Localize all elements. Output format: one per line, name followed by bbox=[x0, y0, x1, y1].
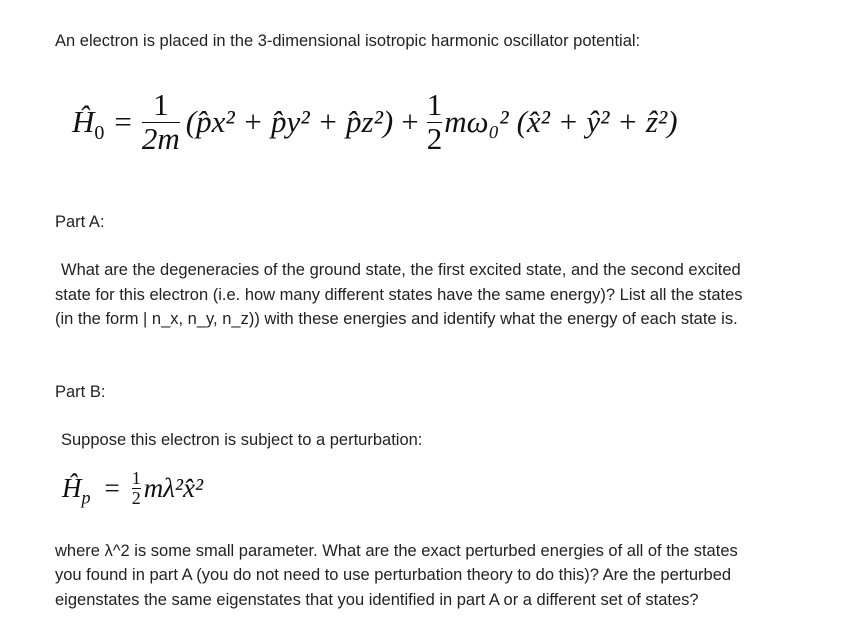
h0-momentum-sum: (p̂x² + p̂y² + p̂z²) bbox=[185, 104, 394, 139]
hp-lhs: $Ĥ_p$ bbox=[62, 472, 91, 507]
intro-text: An electron is placed in the 3-dimensional isotropic harmonic oscillator potential: bbox=[55, 32, 641, 50]
part-a-line-1: What are the degeneracies of the ground state, the first excited state, and the second excited bbox=[61, 261, 741, 279]
part-a-line-3: (in the form | n_x, n_y, n_z)) with these energies and identify what the energy of each state is. bbox=[55, 310, 738, 328]
hp-equals: = bbox=[104, 472, 120, 503]
part-b-line-3: eigenstates the same eigenstates that you identified in part A or a different set of states? bbox=[55, 591, 699, 609]
hp-fraction: $\frac{1}{2}$ bbox=[131, 467, 141, 508]
part-a-line-2: state for this electron (i.e. how many different states have the same energy)? List all the states bbox=[55, 286, 743, 304]
h0-equals: = bbox=[114, 104, 132, 139]
h0-lhs: $Ĥ_0$ bbox=[72, 104, 105, 145]
h0-potential-fraction: $\frac{1}{2}$ bbox=[426, 86, 443, 156]
h0-kinetic-fraction: $\frac{1}{2m}$ bbox=[141, 86, 180, 156]
part-b-line-1: where λ^2 is some small parameter. What are the exact perturbed energies of all of the states bbox=[55, 542, 738, 560]
part-a-label: Part A: bbox=[55, 213, 105, 231]
h0-plus: + bbox=[401, 104, 419, 139]
hp-equation bbox=[62, 462, 203, 514]
part-b-line-2: you found in part A (you do not need to use perturbation theory to do this)? Are the perturbed bbox=[55, 566, 732, 584]
part-b-label: Part B: bbox=[55, 383, 106, 401]
part-b-intro: Suppose this electron is subject to a perturbation: bbox=[61, 431, 423, 449]
hp-rhs: mλ²x̂² bbox=[143, 472, 204, 503]
h0-mass-omega: mω₀² bbox=[444, 104, 509, 139]
h0-position-sum: (x̂² + ŷ² + ẑ²) bbox=[516, 104, 678, 139]
h0-equation bbox=[72, 86, 678, 158]
